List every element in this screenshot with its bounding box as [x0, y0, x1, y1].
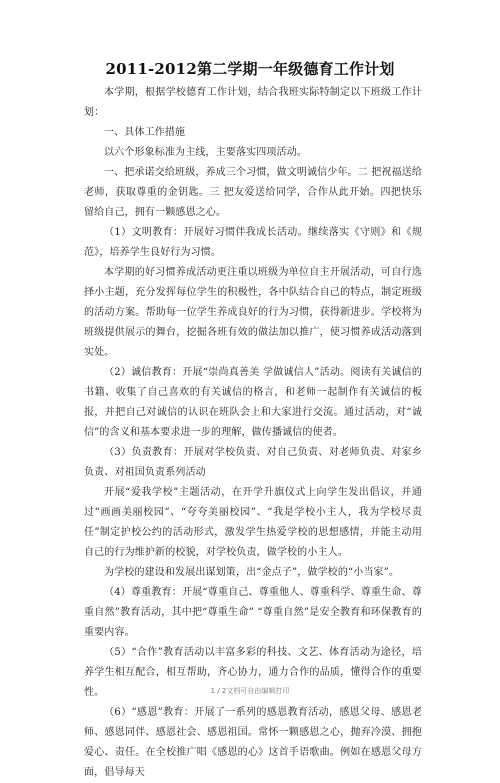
document-body	[84, 83, 422, 783]
paragraph: 本学期的好习惯养成活动更注重以班级为单位自主开展活动，可自行选择小主题，充分发挥每位学生的积极性，各中队结合自己的特点，制定班级的活动方案。帮助每一位学生养成良好的行为习惯，获得新进步。学校将为班级提供展示的舞台，挖掘各班有效的做法加以推广，使习惯养成活动落到实处。	[84, 267, 422, 358]
paragraph: （3）负责教育：开展对学校负责、对自己负责、对老师负责、对家乡负责、对祖国负责系列活动	[84, 447, 422, 478]
paragraph: 开展“爱我学校”主题活动，在开学升旗仪式上向学生发出倡议，并通过“画画美丽校园”、“夸夸美丽校园”、“我是学校小主人，我为学校尽责任”制定护校公约的活动形式，激发学生热爱学校的思想感情，并能主动用自己的行为维护新的校貌，对学校负责，做学校的小主人。	[84, 487, 422, 558]
paragraph: （1）文明教育：开展好习惯伴我成长活动。继续落实《守则》和《规范》，培养学生良好行为习惯。	[84, 227, 422, 258]
paragraph: （6）“感恩”教育：开展了一系列的感恩教育活动，感恩父母、感恩老师、感恩同伴、感恩社会、感恩祖国。常怀一颗感恩之心，抛弃冷漠、拥抱爱心、责任。在全校推广唱《感恩的心》这首手语歌曲。例如在感恩父母方面，倡导每天	[84, 707, 422, 778]
paragraph: 以六个形象标准为主线，主要落实四项活动。	[104, 147, 307, 158]
paragraph: （4）尊重教育：开展“尊重自己、尊重他人、尊重科学、尊重生命、尊重自然”教育活动，其中把“尊重生命” “尊重自然”是安全教育和环保教育的重要内容。	[84, 587, 422, 638]
paragraph: 一、把承诺交给班级，养成三个习惯，做文明诚信少年。二 把祝福送给老师，获取尊重的金钥匙。三 把友爱送给同学，合作从此开始。四把快乐留给自己，拥有一颗感恩之心。	[84, 167, 422, 218]
paragraph: 为学校的建设和发展出谋划策，出“金点子”，做学校的“小当家”。	[104, 567, 400, 578]
paragraph: （2）诚信教育：开展“崇尚真善美 学做诚信人”活动。阅读有关诚信的书籍、收集了自己喜欢的有关诚信的格言，和老师一起制作有关诚信的板报，并把自己对诚信的认识在班队会上和大家进行交流。通过活动，对“诚信”的含义和基本要求进一步的理解，做传播诚信的使者。	[84, 367, 422, 438]
section-heading: 一、具体工作措施	[104, 127, 186, 138]
paragraph: 本学期，根据学校德育工作计划，结合我班实际特制定以下班级工作计划：	[84, 87, 422, 118]
document-title: 2011-2012第二学期一年级德育工作计划	[105, 60, 395, 78]
page-footer: 1 / 2文档可自由编辑打印	[210, 687, 290, 695]
paragraph: （5）“合作”教育活动以丰富多彩的科技、文艺、体育活动为途径，培养学生相互配合，相互帮助，齐心协力，通力合作的品质，懂得合作的重要性。	[84, 647, 422, 698]
